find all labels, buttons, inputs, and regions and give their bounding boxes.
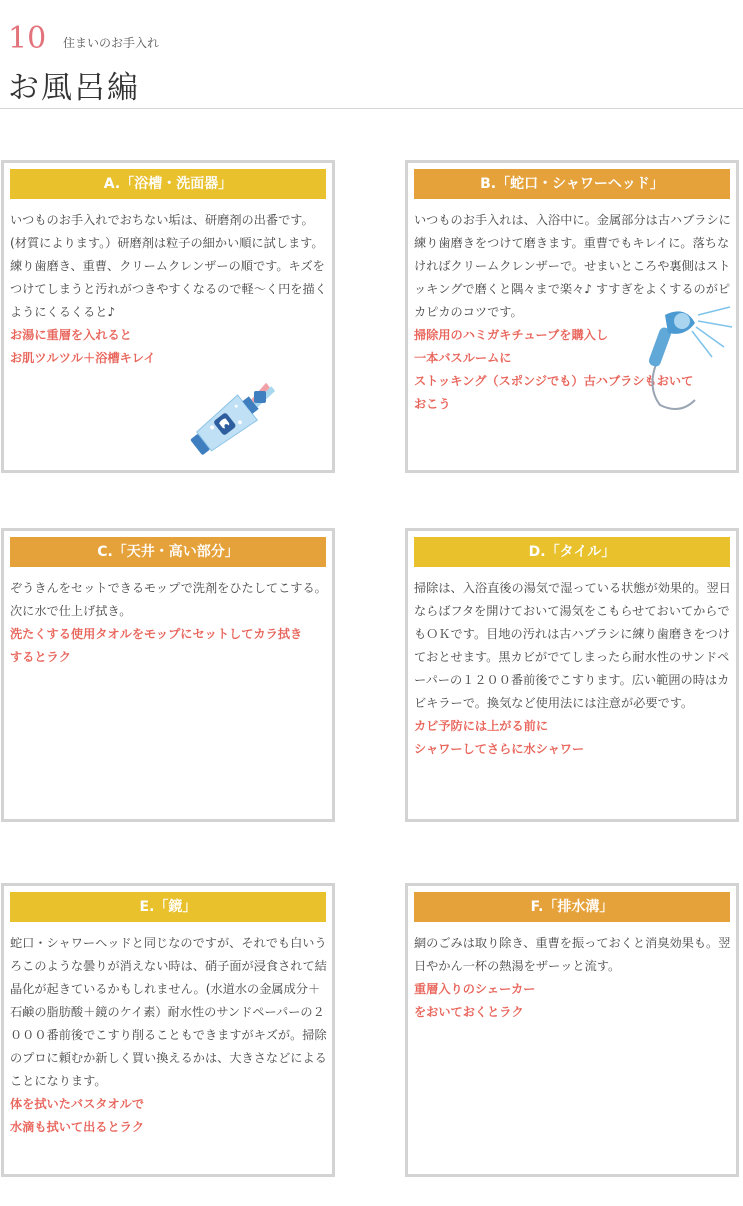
card-tip: 洗たくする使用タオルをモップにセットしてカラ拭き するとラク <box>10 627 303 664</box>
card-tip: 掃除用のハミガキチューブを購入し 一本バスルームに <box>414 328 609 365</box>
card-text: いつものお手入れは、入浴中に。金属部分は古ハブラシに練り歯磨きをつけて磨きます。重曹でもキレイに。落ちなければクリームクレンザーで。せまいところや裏側はストッキングで磨くと隅々まで楽々♪ すすぎをよくするのがピカピカのコツです。 <box>414 213 731 319</box>
card-header: E.「鏡」 <box>10 892 326 922</box>
title-divider <box>0 108 743 109</box>
card-header: A.「浴槽・洗面器」 <box>10 169 326 199</box>
card-faucet-shower <box>405 160 739 473</box>
card-body <box>414 577 732 761</box>
section-number: 10 <box>8 21 47 56</box>
card-tip-secondary: ストッキング（スポンジでも）古ハブラシもおいて おこう <box>414 374 694 411</box>
card-header: D.「タイル」 <box>414 537 730 567</box>
card-text: 網のごみは取り除き、重曹を振っておくと消臭効果も。翌日やかん一杯の熱湯をザーッと流す。 <box>414 936 731 973</box>
card-header: C.「天井・高い部分」 <box>10 537 326 567</box>
card-text: 掃除は、入浴直後の湯気で湿っている状態が効果的。翌日ならばフタを開けておいて湯気をこもらせておいてからでもＯＫです。目地の汚れは古ハブラシに練り歯磨きをつけておとせます。黒カビがでてしまったら耐水性のサンドペーパーの１２００番前後でこすります。広い範囲の時はカビキラーで。換気など使用法には注意が必要です。 <box>414 581 731 710</box>
card-tip: お湯に重層を入れると お肌ツルツル＋浴槽キレイ <box>10 328 156 365</box>
card-ceiling <box>1 528 335 822</box>
shower-head-icon <box>640 305 740 415</box>
card-tip: カビ予防には上がる前に シャワーしてさらに水シャワー <box>414 719 585 756</box>
card-body <box>414 932 732 1024</box>
section-subtitle: 住まいのお手入れ <box>63 36 160 50</box>
card-tip: 体を拭いたバスタオルで 水滴も拭いて出るとラク <box>10 1097 145 1134</box>
card-tip: 重層入りのシェーカー をおいておくとラク <box>414 982 536 1019</box>
toothpaste-icon <box>180 361 300 456</box>
card-bathtub <box>1 160 335 473</box>
card-body <box>10 577 328 669</box>
card-text: いつものお手入れでおちない垢は、研磨剤の出番です。(材質によります。）研磨剤は粒子の細かい順に試します。練り歯磨き、重曹、クリームクレンザーの順です。キズをつけてしまうと汚れがつきやすくなるので軽〜く円を描くようにくるくると♪ <box>10 213 327 319</box>
card-mirror <box>1 883 335 1177</box>
card-header: F.「排水溝」 <box>414 892 730 922</box>
page-title: お風呂編 <box>8 70 140 106</box>
card-drain <box>405 883 739 1177</box>
card-text: ぞうきんをセットできるモップで洗剤をひたしてこする。次に水で仕上げ拭き。 <box>10 581 327 618</box>
card-body <box>10 932 328 1139</box>
card-text: 蛇口・シャワーヘッドと同じなのですが、それでも白いうろこのような曇りが消えない時は、硝子面が浸食されて結晶化が起きているかもしれません。(水道水の金属成分＋石鹸の脂肪酸＋鏡のケイ素）耐水性のサンドペーパーの２０００番前後でこすり削ることもできますがキズが。掃除のプロに頼むか新しく買い換えるかは、大きさなどによることになります。 <box>10 936 327 1088</box>
card-tile <box>405 528 739 822</box>
card-body <box>10 209 328 370</box>
card-header: B.「蛇口・シャワーヘッド」 <box>414 169 730 199</box>
